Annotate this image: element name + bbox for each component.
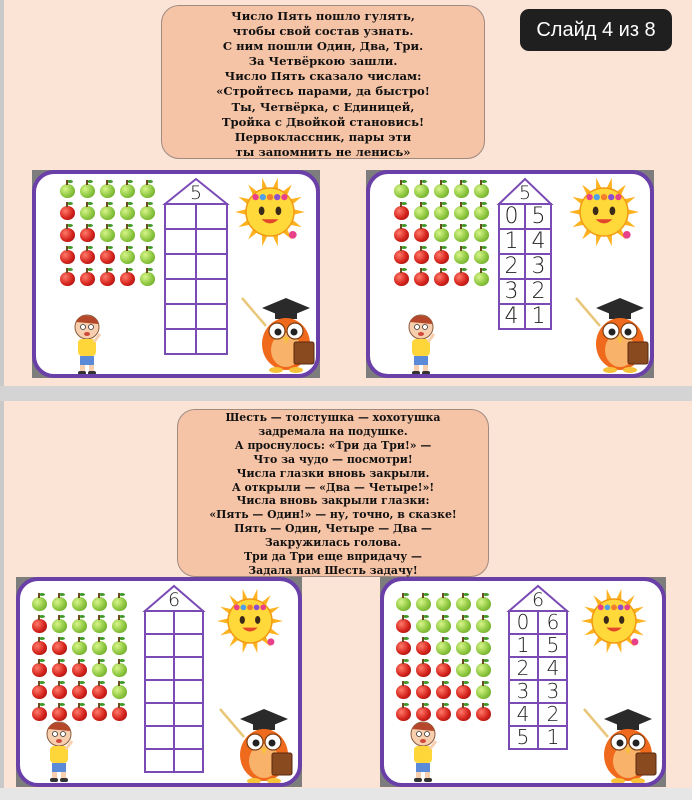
green-apple xyxy=(454,250,469,264)
card-frame-filled xyxy=(366,170,654,378)
green-apple xyxy=(100,206,115,220)
green-apple xyxy=(120,184,135,198)
green-apple xyxy=(52,597,67,611)
poem-line: Шесть — толстушка — хохотушка xyxy=(225,411,441,424)
card-filled-house-6 xyxy=(380,577,666,787)
red-apple xyxy=(60,228,75,242)
green-apple xyxy=(456,597,471,611)
green-apple xyxy=(416,619,431,633)
red-apple xyxy=(32,663,47,677)
red-apple xyxy=(394,272,409,286)
green-apple xyxy=(140,228,155,242)
card-frame-filled-6 xyxy=(380,577,666,787)
green-apple xyxy=(100,228,115,242)
green-apple xyxy=(92,641,107,655)
green-apple xyxy=(476,641,491,655)
green-apple xyxy=(112,641,127,655)
pair-left-number: 2 xyxy=(516,656,530,680)
number-house xyxy=(498,178,552,329)
red-apple xyxy=(416,641,431,655)
green-apple xyxy=(454,206,469,220)
red-apple xyxy=(92,707,107,721)
house-roof-number: 6 xyxy=(167,589,181,611)
red-apple xyxy=(454,272,469,286)
green-apple xyxy=(474,250,489,264)
thinking-child-picture xyxy=(42,721,76,787)
green-apple xyxy=(140,272,155,286)
green-apple xyxy=(60,184,75,198)
red-apple xyxy=(416,685,431,699)
pair-left-number: 3 xyxy=(516,679,530,703)
red-apple xyxy=(396,663,411,677)
green-apple xyxy=(120,206,135,220)
red-apple xyxy=(396,685,411,699)
red-apple xyxy=(100,250,115,264)
green-apple xyxy=(456,641,471,655)
green-apple xyxy=(414,184,429,198)
poem-line: С ним пошли Один, Два, Три. xyxy=(222,39,424,54)
pair-left-number: 0 xyxy=(504,204,519,229)
red-apple xyxy=(396,619,411,633)
green-apple xyxy=(454,184,469,198)
poem-line: чтобы свой состав узнать. xyxy=(232,24,414,39)
pair-right-number: 2 xyxy=(531,279,546,304)
card-empty-house-6 xyxy=(16,577,302,787)
red-apple xyxy=(60,206,75,220)
green-apple xyxy=(474,272,489,286)
red-apple xyxy=(112,707,127,721)
poem-line: Задала нам Шесть задачу! xyxy=(248,563,418,577)
pair-left-number: 4 xyxy=(516,702,530,726)
pair-right-number: 4 xyxy=(546,656,560,680)
sun-picture xyxy=(580,587,648,659)
red-apple xyxy=(436,685,451,699)
green-apple xyxy=(436,597,451,611)
card-frame-empty-6 xyxy=(16,577,302,787)
red-apple xyxy=(92,685,107,699)
card-empty-house-5 xyxy=(32,170,320,378)
green-apple xyxy=(72,597,87,611)
sun-picture xyxy=(568,176,640,252)
green-apple xyxy=(112,663,127,677)
green-apple xyxy=(414,206,429,220)
card-filled-house-5 xyxy=(366,170,654,378)
red-apple xyxy=(394,250,409,264)
sun-picture xyxy=(216,587,284,659)
green-apple xyxy=(476,619,491,633)
poem-line: Первоклассник, пары эти xyxy=(234,129,412,144)
thinking-child-picture xyxy=(70,314,104,378)
poem-line: Что за чудо — посмотри! xyxy=(253,452,413,466)
red-apple xyxy=(396,707,411,721)
sun-picture xyxy=(234,176,306,252)
pair-right-number: 1 xyxy=(531,304,546,329)
pair-left-number: 3 xyxy=(504,279,519,304)
green-apple xyxy=(434,206,449,220)
red-apple xyxy=(100,272,115,286)
poem-line: А открыли — «Два — Четыре!»! xyxy=(231,480,435,494)
red-apple xyxy=(456,707,471,721)
green-apple xyxy=(140,206,155,220)
red-apple xyxy=(32,707,47,721)
green-apple xyxy=(436,641,451,655)
red-apple xyxy=(414,250,429,264)
red-apple xyxy=(80,272,95,286)
pair-right-number: 1 xyxy=(546,725,560,749)
red-apple xyxy=(436,707,451,721)
green-apple xyxy=(140,250,155,264)
slide-separator xyxy=(0,386,692,401)
pair-right-number: 5 xyxy=(546,633,560,657)
slide-counter: Слайд 4 из 8 xyxy=(520,9,672,51)
pair-left-number: 4 xyxy=(504,304,519,329)
red-apple xyxy=(436,663,451,677)
poem-line: Числа вновь закрыли глазки: xyxy=(236,494,430,508)
poem-line: Три да Три еще впридачу — xyxy=(244,550,422,564)
poem-line: задремала на подушке. xyxy=(258,424,408,438)
red-apple xyxy=(434,250,449,264)
green-apple xyxy=(52,619,67,633)
green-apple xyxy=(120,250,135,264)
green-apple xyxy=(112,685,127,699)
green-apple xyxy=(454,228,469,242)
red-apple xyxy=(72,685,87,699)
house-roof-number: 6 xyxy=(531,589,545,611)
poem-line: Число Пять сказало числам: xyxy=(224,69,422,84)
red-apple xyxy=(394,206,409,220)
poem-line: Число Пять пошло гулять, xyxy=(231,9,415,23)
green-apple xyxy=(92,663,107,677)
poem-six xyxy=(177,409,489,577)
green-apple xyxy=(476,597,491,611)
house-roof-number: 5 xyxy=(189,182,203,204)
pair-right-number: 4 xyxy=(531,229,546,254)
red-apple xyxy=(52,685,67,699)
red-apple xyxy=(416,707,431,721)
green-apple xyxy=(474,184,489,198)
green-apple xyxy=(120,228,135,242)
red-apple xyxy=(120,272,135,286)
red-apple xyxy=(52,707,67,721)
green-apple xyxy=(100,184,115,198)
pair-right-number: 5 xyxy=(531,204,546,229)
green-apple xyxy=(416,597,431,611)
green-apple xyxy=(80,206,95,220)
poem-line: Пять — Один, Четыре — Два — xyxy=(234,522,432,536)
poem-five xyxy=(161,5,485,159)
red-apple xyxy=(72,707,87,721)
card-frame-empty xyxy=(32,170,320,378)
poem-line: За Четвёркою зашли. xyxy=(248,54,398,69)
pair-right-number: 3 xyxy=(531,254,546,279)
thinking-child-picture xyxy=(406,721,440,787)
red-apple xyxy=(32,619,47,633)
green-apple xyxy=(92,597,107,611)
green-apple xyxy=(72,641,87,655)
red-apple xyxy=(414,272,429,286)
pair-left-number: 5 xyxy=(516,725,530,749)
thinking-child-picture xyxy=(404,314,438,378)
green-apple xyxy=(396,597,411,611)
green-apple xyxy=(112,597,127,611)
green-apple xyxy=(112,619,127,633)
green-apple xyxy=(474,206,489,220)
red-apple xyxy=(32,641,47,655)
red-apple xyxy=(60,272,75,286)
owl-teacher-picture xyxy=(574,294,652,378)
red-apple xyxy=(80,250,95,264)
green-apple xyxy=(434,228,449,242)
poem-line: «Пять — Один!» — ну, точно, в сказке! xyxy=(209,508,457,522)
poem-line: Закружилась голова. xyxy=(264,536,402,550)
bottom-strip xyxy=(0,788,692,800)
green-apple xyxy=(434,184,449,198)
red-apple xyxy=(72,663,87,677)
red-apple xyxy=(80,228,95,242)
red-apple xyxy=(396,641,411,655)
owl-teacher-picture xyxy=(582,705,660,787)
red-apple xyxy=(476,707,491,721)
red-apple xyxy=(416,663,431,677)
number-house xyxy=(508,585,568,749)
red-apple xyxy=(456,685,471,699)
green-apple xyxy=(456,663,471,677)
pair-left-number: 1 xyxy=(516,633,530,657)
slide-6 xyxy=(4,401,692,788)
pair-left-number: 0 xyxy=(516,610,530,634)
red-apple xyxy=(52,641,67,655)
number-house xyxy=(164,178,228,354)
poem-line: ты запомнить не ленись» xyxy=(235,144,411,159)
red-apple xyxy=(32,685,47,699)
green-apple xyxy=(80,184,95,198)
green-apple xyxy=(474,228,489,242)
green-apple xyxy=(140,184,155,198)
pair-left-number: 1 xyxy=(504,229,519,254)
owl-teacher-picture xyxy=(218,705,296,787)
red-apple xyxy=(60,250,75,264)
red-apple xyxy=(52,663,67,677)
poem-line: Числа глазки вновь закрыли. xyxy=(236,466,430,480)
poem-line: «Стройтесь парами, да быстро! xyxy=(216,84,430,99)
poem-line: А проснулось: «Три да Три!» — xyxy=(234,438,432,452)
house-roof-number: 5 xyxy=(518,182,532,204)
slide-5 xyxy=(4,0,692,386)
red-apple xyxy=(414,228,429,242)
green-apple xyxy=(476,685,491,699)
poem-line: Тройка с Двойкой становись! xyxy=(221,114,425,129)
red-apple xyxy=(394,228,409,242)
green-apple xyxy=(394,184,409,198)
pair-right-number: 3 xyxy=(546,679,560,703)
green-apple xyxy=(436,619,451,633)
owl-teacher-picture xyxy=(240,294,318,378)
number-house xyxy=(144,585,204,772)
green-apple xyxy=(72,619,87,633)
green-apple xyxy=(476,663,491,677)
green-apple xyxy=(456,619,471,633)
pair-left-number: 2 xyxy=(504,254,519,279)
green-apple xyxy=(92,619,107,633)
pair-right-number: 6 xyxy=(546,610,560,634)
poem-line: Ты, Четвёрка, с Единицей, xyxy=(231,99,415,114)
green-apple xyxy=(32,597,47,611)
pair-right-number: 2 xyxy=(546,702,560,726)
red-apple xyxy=(434,272,449,286)
